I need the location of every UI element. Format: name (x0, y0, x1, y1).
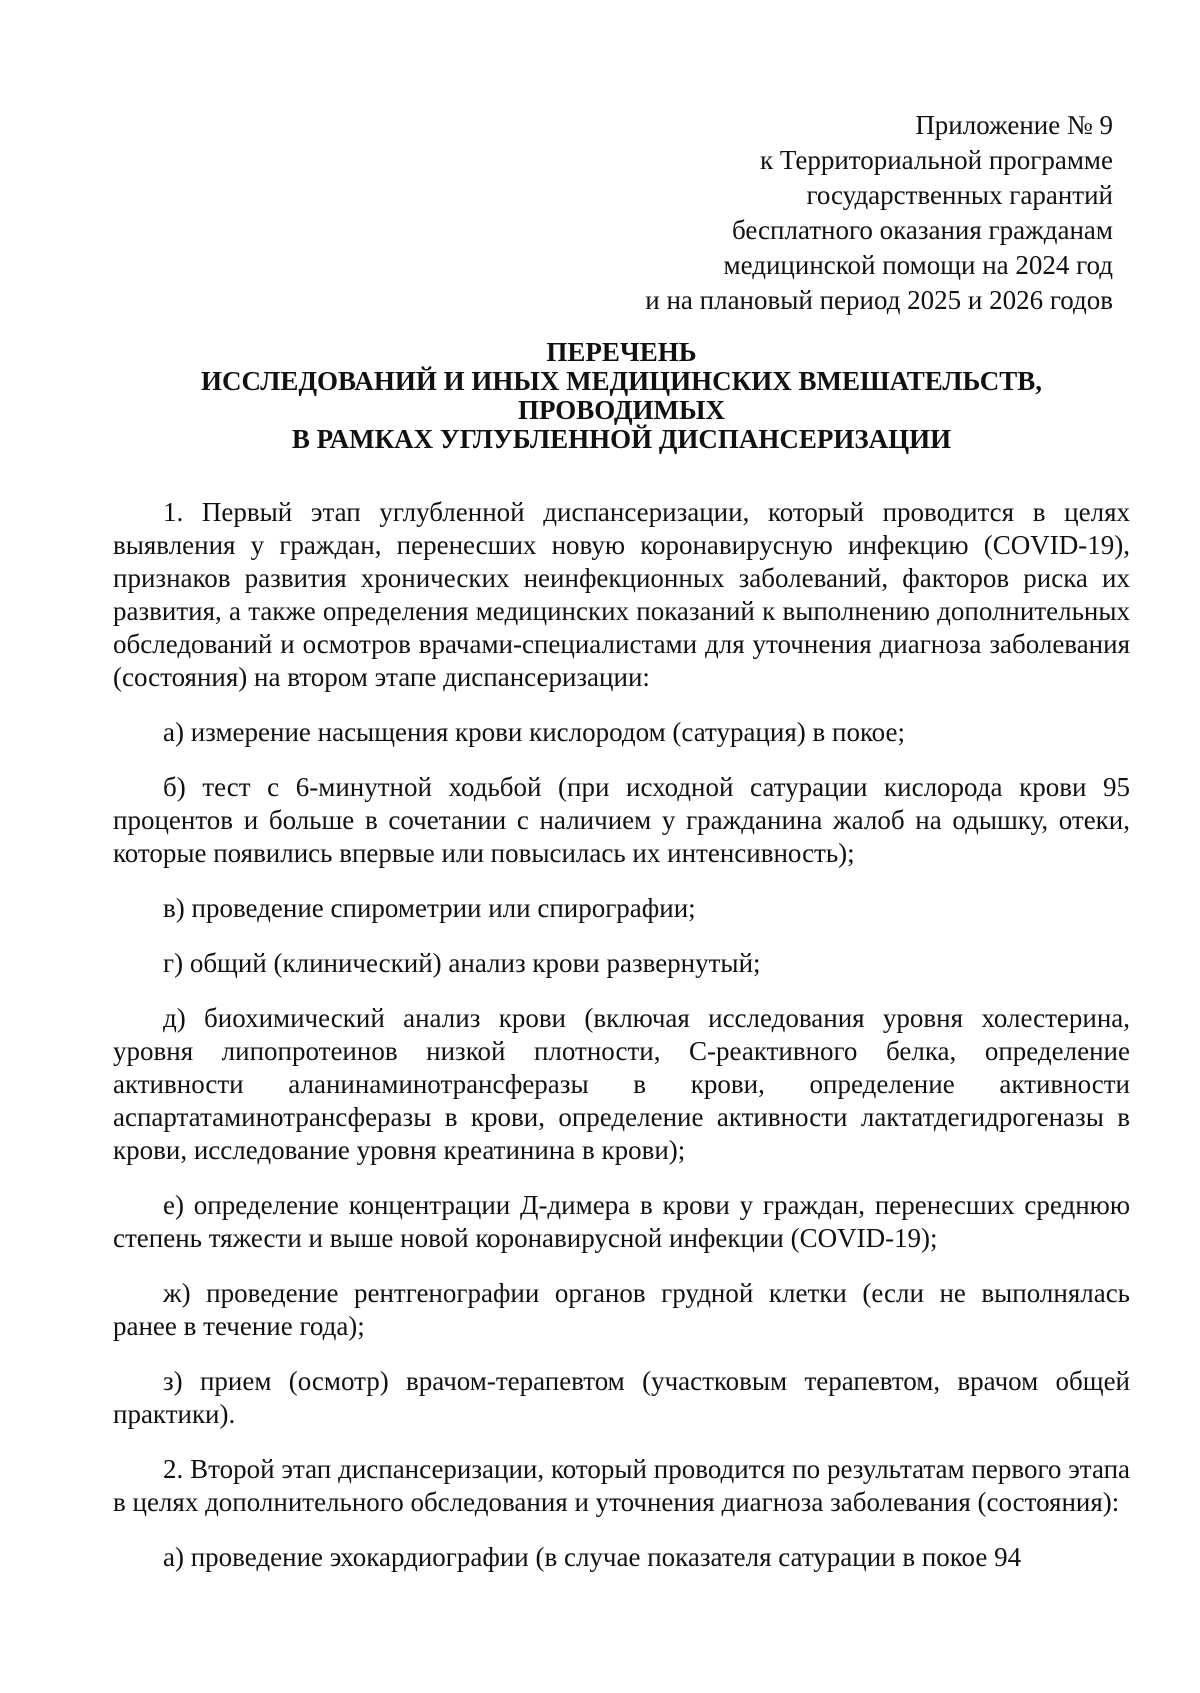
list-item: а) проведение эхокардиографии (в случае показателя сатурации в покое 94 (163, 1542, 1022, 1572)
title-line: ПЕРЕЧЕНЬ (546, 337, 697, 367)
document-title (113, 338, 1130, 454)
list-item: в) проведение спирометрии или спирографии; (163, 893, 696, 923)
appendix-line: и на плановый период 2025 и 2026 годов (645, 285, 1113, 315)
title-line: ИССЛЕДОВАНИЙ И ИНЫХ МЕДИЦИНСКИХ ВМЕШАТЕЛЬСТВ, (200, 366, 1042, 396)
appendix-line: бесплатного оказания гражданам (732, 215, 1113, 245)
list-item: з) прием (осмотр) врачом-терапевтом (участковым терапевтом, врачом общей практики). (113, 1366, 1130, 1429)
appendix-header (645, 108, 1113, 318)
document-body (113, 496, 1130, 1596)
list-item: а) измерение насыщения крови кислородом (сатурация) в покое; (163, 717, 905, 747)
list-item: е) определение концентрации Д-димера в крови у граждан, перенесших среднюю степень тяжести и выше новой коронавирусной инфекции (COVID-19); (113, 1190, 1130, 1253)
appendix-line: Приложение № 9 (915, 110, 1113, 140)
list-item: б) тест с 6-минутной ходьбой (при исходной сатурации кислорода крови 95 процентов и больше в сочетании с наличием у гражданина жалоб на одышку, отеки, которые появились впервые или повысилась их интенсивность); (113, 772, 1130, 868)
paragraph-stage-1-intro: 1. Первый этап углубленной диспансеризации, который проводится в целях выявления у граждан, перенесших новую коронавирусную инфекцию (COVID-19), признаков развития хронических неинфекционных заболеваний, факторов риска их развития, а также определения медицинских показаний к выполнению дополнительных обследований и осмотров врачами-специалистами для уточнения диагноза заболевания (состояния) на втором этапе диспансеризации: (113, 497, 1130, 692)
paragraph-stage-2-intro: 2. Второй этап диспансеризации, который проводится по результатам первого этапа в целях дополнительного обследования и уточнения диагноза заболевания (состояния): (113, 1454, 1130, 1517)
list-item: г) общий (клинический) анализ крови развернутый; (163, 948, 761, 978)
appendix-line: медицинской помощи на 2024 год (723, 250, 1113, 280)
list-item: ж) проведение рентгенографии органов грудной клетки (если не выполнялась ранее в течение года); (113, 1278, 1130, 1341)
appendix-line: к Территориальной программе (760, 145, 1113, 175)
list-item: д) биохимический анализ крови (включая исследования уровня холестерина, уровня липопротеинов низкой плотности, С-реактивного белка, определение активности аланинаминотрансферазы в крови, определение активности аспартатаминотрансферазы в крови, определение активности лактатдегидрогеназы в крови, исследование уровня креатинина в крови); (113, 1003, 1130, 1165)
appendix-line: государственных гарантий (806, 180, 1113, 210)
title-line: ПРОВОДИМЫХ (517, 395, 726, 425)
title-line: В РАМКАХ УГЛУБЛЕННОЙ ДИСПАНСЕРИЗАЦИИ (291, 424, 952, 454)
